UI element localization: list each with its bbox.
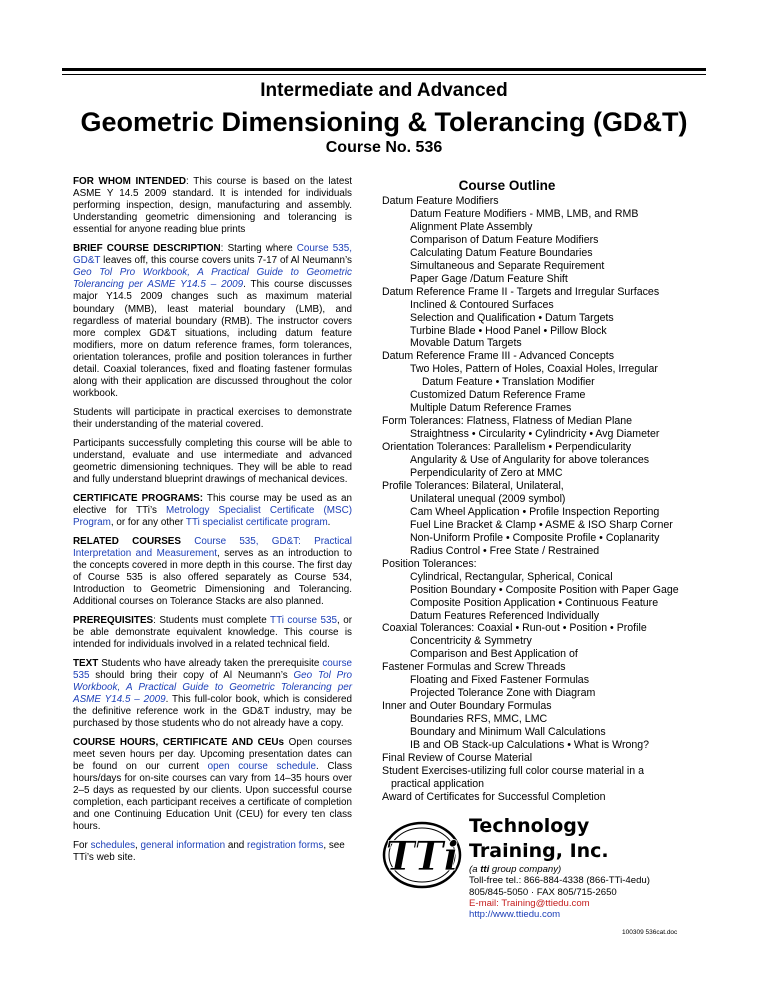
outline-subtopic: IB and OB Stack-up Calculations • What is Wrong? <box>410 739 650 752</box>
outline-subtopic: Calculating Datum Feature Boundaries <box>410 246 593 259</box>
top-rule-thick <box>62 68 706 71</box>
tagline-text: group company) <box>489 864 562 875</box>
outline-subtopic: Two Holes, Pattern of Holes, Coaxial Holes, Irregular <box>410 363 658 376</box>
specialist-certificate-link[interactable]: TTi specialist certificate program <box>185 516 328 528</box>
outline-subtopic: Cylindrical, Rectangular, Spherical, Conical <box>410 570 613 583</box>
company-name <box>469 814 609 864</box>
msc-program-link[interactable]: Metrology Specialist Certificate (MSC) Program <box>73 504 353 528</box>
workbook-link[interactable]: Geo Tol Pro Workbook, A Practical Guide to Geometric Tolerancing per ASME Y14.5 – 2009 <box>73 267 352 291</box>
paragraph-text: and <box>225 840 248 852</box>
paragraph-text: , or be able demonstrate equivalent knowledge. This course is intended for individuals involved in a related technical field. <box>73 614 352 650</box>
outline-subtopic: Datum Feature • Translation Modifier <box>422 376 595 389</box>
outline-subtopic: Turbine Blade • Hood Panel • Pillow Block <box>410 324 607 337</box>
outline-topic: Fastener Formulas and Screw Threads <box>382 661 566 674</box>
outline-topic: Student Exercises-utilizing full color course material in a <box>382 764 645 777</box>
section-label: RELATED COURSES <box>73 535 181 547</box>
section-label: TEXT <box>73 657 99 669</box>
paragraph-text: This course may be used as an elective for TTi’s <box>73 492 352 516</box>
related-courses <box>73 536 352 609</box>
course-number: Course No. 536 <box>325 139 443 156</box>
outline-topic: Profile Tolerances: Bilateral, Unilateral, <box>382 479 564 492</box>
outline-subtopic: Angularity & Use of Angularity for above tolerances <box>410 454 650 467</box>
paragraph-text: . This course discusses major Y14.5 2009 changes such as maximum material boundary (MMB), least material boundary (LMB), and regardless of material boundary (RMB). The instructor covers more complex GD&T situations, including datum feature modifiers, more on datum reference frames, form tolerances, orientation tolerances, profile and position tolerances in further detail. Coaxial tolerances, fixed and floating fastener formulas along with their application are discussed throughout the color workbook. <box>73 279 352 400</box>
text-section <box>73 658 352 731</box>
outline-subtopic: Straightness • Circularity • Cylindricity • Avg Diameter <box>410 428 660 441</box>
paragraph-text: . Class hours/days for on-site courses can vary from 14–35 hours over 2–5 days as requested by our clients. Upon successful course completion, each participant receives a certificate of completion and one Continuing Education Unit (CEU) for every ten class hours. <box>73 760 353 833</box>
course-535-link[interactable]: Course 535, GD&T <box>73 243 352 267</box>
general-information-link[interactable]: general information <box>140 840 226 852</box>
outline-subtopic: Concentricity & Symmetry <box>410 635 532 648</box>
paragraph-text: : Starting where <box>220 243 297 255</box>
outline-subtopic: Composite Position Application • Continuous Feature <box>410 596 659 609</box>
tagline-text: (a <box>469 864 481 875</box>
outline-subtopic: practical application <box>391 777 485 790</box>
outline-subtopic: Selection and Qualification • Datum Targets <box>410 311 614 324</box>
paragraph-text: : Students must complete <box>153 614 271 626</box>
paragraph-text: : This course is based on the latest ASME Y 14.5 2009 standard. It is intended for individuals performing inspection, design, manufacturing and assembly. Understanding geometric dimensioning and tolerancing is essential for anyone reading blue prints <box>73 176 353 236</box>
outline-topic: Inner and Outer Boundary Formulas <box>382 700 552 713</box>
paragraph-text: leaves off, this course covers units 7-17 of Al Neumann’s <box>100 255 352 267</box>
tti-course-535-link[interactable]: TTi course 535 <box>270 614 337 626</box>
outline-subtopic: Unilateral unequal (2009 symbol) <box>410 492 566 505</box>
course-535-text-link[interactable]: course 535 <box>73 657 352 681</box>
tti-logo <box>380 820 464 890</box>
outline-subtopic: Non-Uniform Profile • Composite Profile • Coplanarity <box>410 531 660 544</box>
for-whom-intended <box>73 176 352 236</box>
outline-subtopic: Paper Gage /Datum Feature Shift <box>410 272 568 285</box>
section-label: BRIEF COURSE DESCRIPTION <box>73 243 221 255</box>
outline-subtopic: Multiple Datum Reference Frames <box>410 402 572 415</box>
outline-topic: Position Tolerances: <box>382 557 477 570</box>
participants-paragraph: Participants successfully completing this course will be able to understand, evaluate and use intermediate and advanced geometric dimensioning techniques. They will be able to read and fully understand blueprint drawings of mechanical devices. <box>73 437 352 485</box>
course-description-column <box>73 176 352 871</box>
fax-line: 805/845-5050 · FAX 805/715-2650 <box>469 886 617 898</box>
website-paragraph <box>73 840 352 864</box>
company-tagline <box>469 864 650 875</box>
top-rule-thin <box>62 74 706 75</box>
section-label: PREREQUISITES <box>73 614 154 626</box>
outline-list <box>382 195 714 804</box>
outline-subtopic: Customized Datum Reference Frame <box>410 389 586 402</box>
outline-topic: Form Tolerances: Flatness, Flatness of Median Plane <box>382 415 633 428</box>
paragraph-text: . <box>327 516 331 528</box>
schedules-link[interactable]: schedules <box>90 840 136 852</box>
outline-topic: Award of Certificates for Successful Completion <box>382 790 606 803</box>
prerequisites <box>73 615 352 651</box>
outline-subtopic: Cam Wheel Application • Profile Inspection Reporting <box>410 505 660 518</box>
tagline-brand: tti <box>480 864 490 875</box>
paragraph-text: , see TTi’s web site. <box>73 840 345 864</box>
email-link[interactable]: E-mail: Training@ttiedu.com <box>469 897 590 909</box>
header-line-1: Intermediate and Advanced <box>260 80 508 101</box>
outline-subtopic: Perpendicularity of Zero at MMC <box>410 467 563 480</box>
outline-subtopic: Alignment Plate Assembly <box>410 220 533 233</box>
course-outline <box>382 178 714 804</box>
company-name-line-2: Training, Inc. <box>469 840 609 862</box>
outline-subtopic: Datum Features Referenced Individually <box>410 609 600 622</box>
outline-subtopic: Radius Control • Free State / Restrained <box>410 544 600 557</box>
company-name-line-1: Technology <box>469 815 590 837</box>
paragraph-text: should bring their copy of Al Neumann’s <box>89 669 294 681</box>
document-id: 100309 536cat.doc <box>622 929 678 936</box>
paragraph-text: . This full-color book, which is considered the definitive reference work in the GD&T industry, may be purchased by those students who do not already have a copy. <box>73 693 352 729</box>
outline-subtopic: Inclined & Contoured Surfaces <box>410 298 554 311</box>
certificate-programs <box>73 493 352 529</box>
open-course-schedule-link[interactable]: open course schedule <box>207 760 316 772</box>
logo-lettering: TTi <box>385 833 459 880</box>
outline-topic: Datum Reference Frame II - Targets and Irregular Surfaces <box>382 285 660 298</box>
outline-subtopic: Simultaneous and Separate Requirement <box>410 259 605 272</box>
outline-subtopic: Position Boundary • Composite Position with Paper Gage <box>410 583 679 596</box>
website-link[interactable]: http://www.ttiedu.com <box>469 909 561 921</box>
practical-exercises-paragraph: Students will participate in practical exercises to demonstrate their understanding of the material covered. <box>73 406 352 430</box>
section-label: FOR WHOM INTENDED <box>73 176 187 187</box>
paragraph-text: , serves as an introduction to the concepts covered in more depth in this course. The first day of Course 535 is also offered separately as Course 534, Introduction to Geometric Dimensioning and Tolerancing. Additional courses on Tolerance Stacks are also planned. <box>73 547 353 607</box>
outline-topic: Final Review of Course Material <box>382 751 533 764</box>
outline-topic: Orientation Tolerances: Parallelism • Perpendicularity <box>382 441 632 454</box>
course-outline-title: Course Outline <box>458 178 556 193</box>
outline-topic: Datum Feature Modifiers <box>382 195 499 207</box>
company-contact <box>469 864 650 920</box>
phone-line: Toll-free tel.: 866-884-4338 (866-TTi-4edu) <box>469 875 650 887</box>
section-label: CERTIFICATE PROGRAMS: <box>73 492 204 504</box>
paragraph-text: For <box>73 840 91 852</box>
registration-forms-link[interactable]: registration forms <box>247 840 324 852</box>
brief-course-description <box>73 243 352 400</box>
course-535-interpretation-link[interactable]: Course 535, GD&T: Practical Interpretation and Measurement <box>73 535 352 559</box>
outline-subtopic: Comparison and Best Application of <box>410 648 578 661</box>
outline-topic: Datum Reference Frame III - Advanced Concepts <box>382 350 614 363</box>
outline-subtopic: Boundary and Minimum Wall Calculations <box>410 726 606 739</box>
paragraph-text: , <box>135 840 141 852</box>
section-label: COURSE HOURS, CERTIFICATE AND CEUs <box>73 736 285 748</box>
paragraph-text <box>181 536 194 547</box>
page-title: Geometric Dimensioning & Tolerancing (GD&T) <box>80 107 688 137</box>
paragraph-text: Students who have already taken the prerequisite <box>98 657 323 669</box>
outline-subtopic: Datum Feature Modifiers - MMB, LMB, and RMB <box>410 207 639 220</box>
outline-subtopic: Comparison of Datum Feature Modifiers <box>410 233 599 246</box>
outline-subtopic: Boundaries RFS, MMC, LMC <box>410 713 548 726</box>
outline-subtopic: Projected Tolerance Zone with Diagram <box>410 687 596 700</box>
outline-topic: Coaxial Tolerances: Coaxial • Run-out • Position • Profile <box>382 622 647 635</box>
workbook-text-link[interactable]: Geo Tol Pro Workbook, A Practical Guide to Geometric Tolerancing per ASME Y14.5 – 2009 <box>73 669 352 705</box>
course-hours-section <box>73 737 352 834</box>
paragraph-text: , or for any other <box>110 516 186 528</box>
outline-subtopic: Floating and Fixed Fastener Formulas <box>410 674 589 687</box>
outline-subtopic: Fuel Line Bracket & Clamp • ASME & ISO Sharp Corner <box>410 518 673 531</box>
outline-subtopic: Movable Datum Targets <box>410 337 522 350</box>
paragraph-text: Open courses meet seven hours per day. Upcoming presentation dates can be found on our current <box>73 736 352 772</box>
